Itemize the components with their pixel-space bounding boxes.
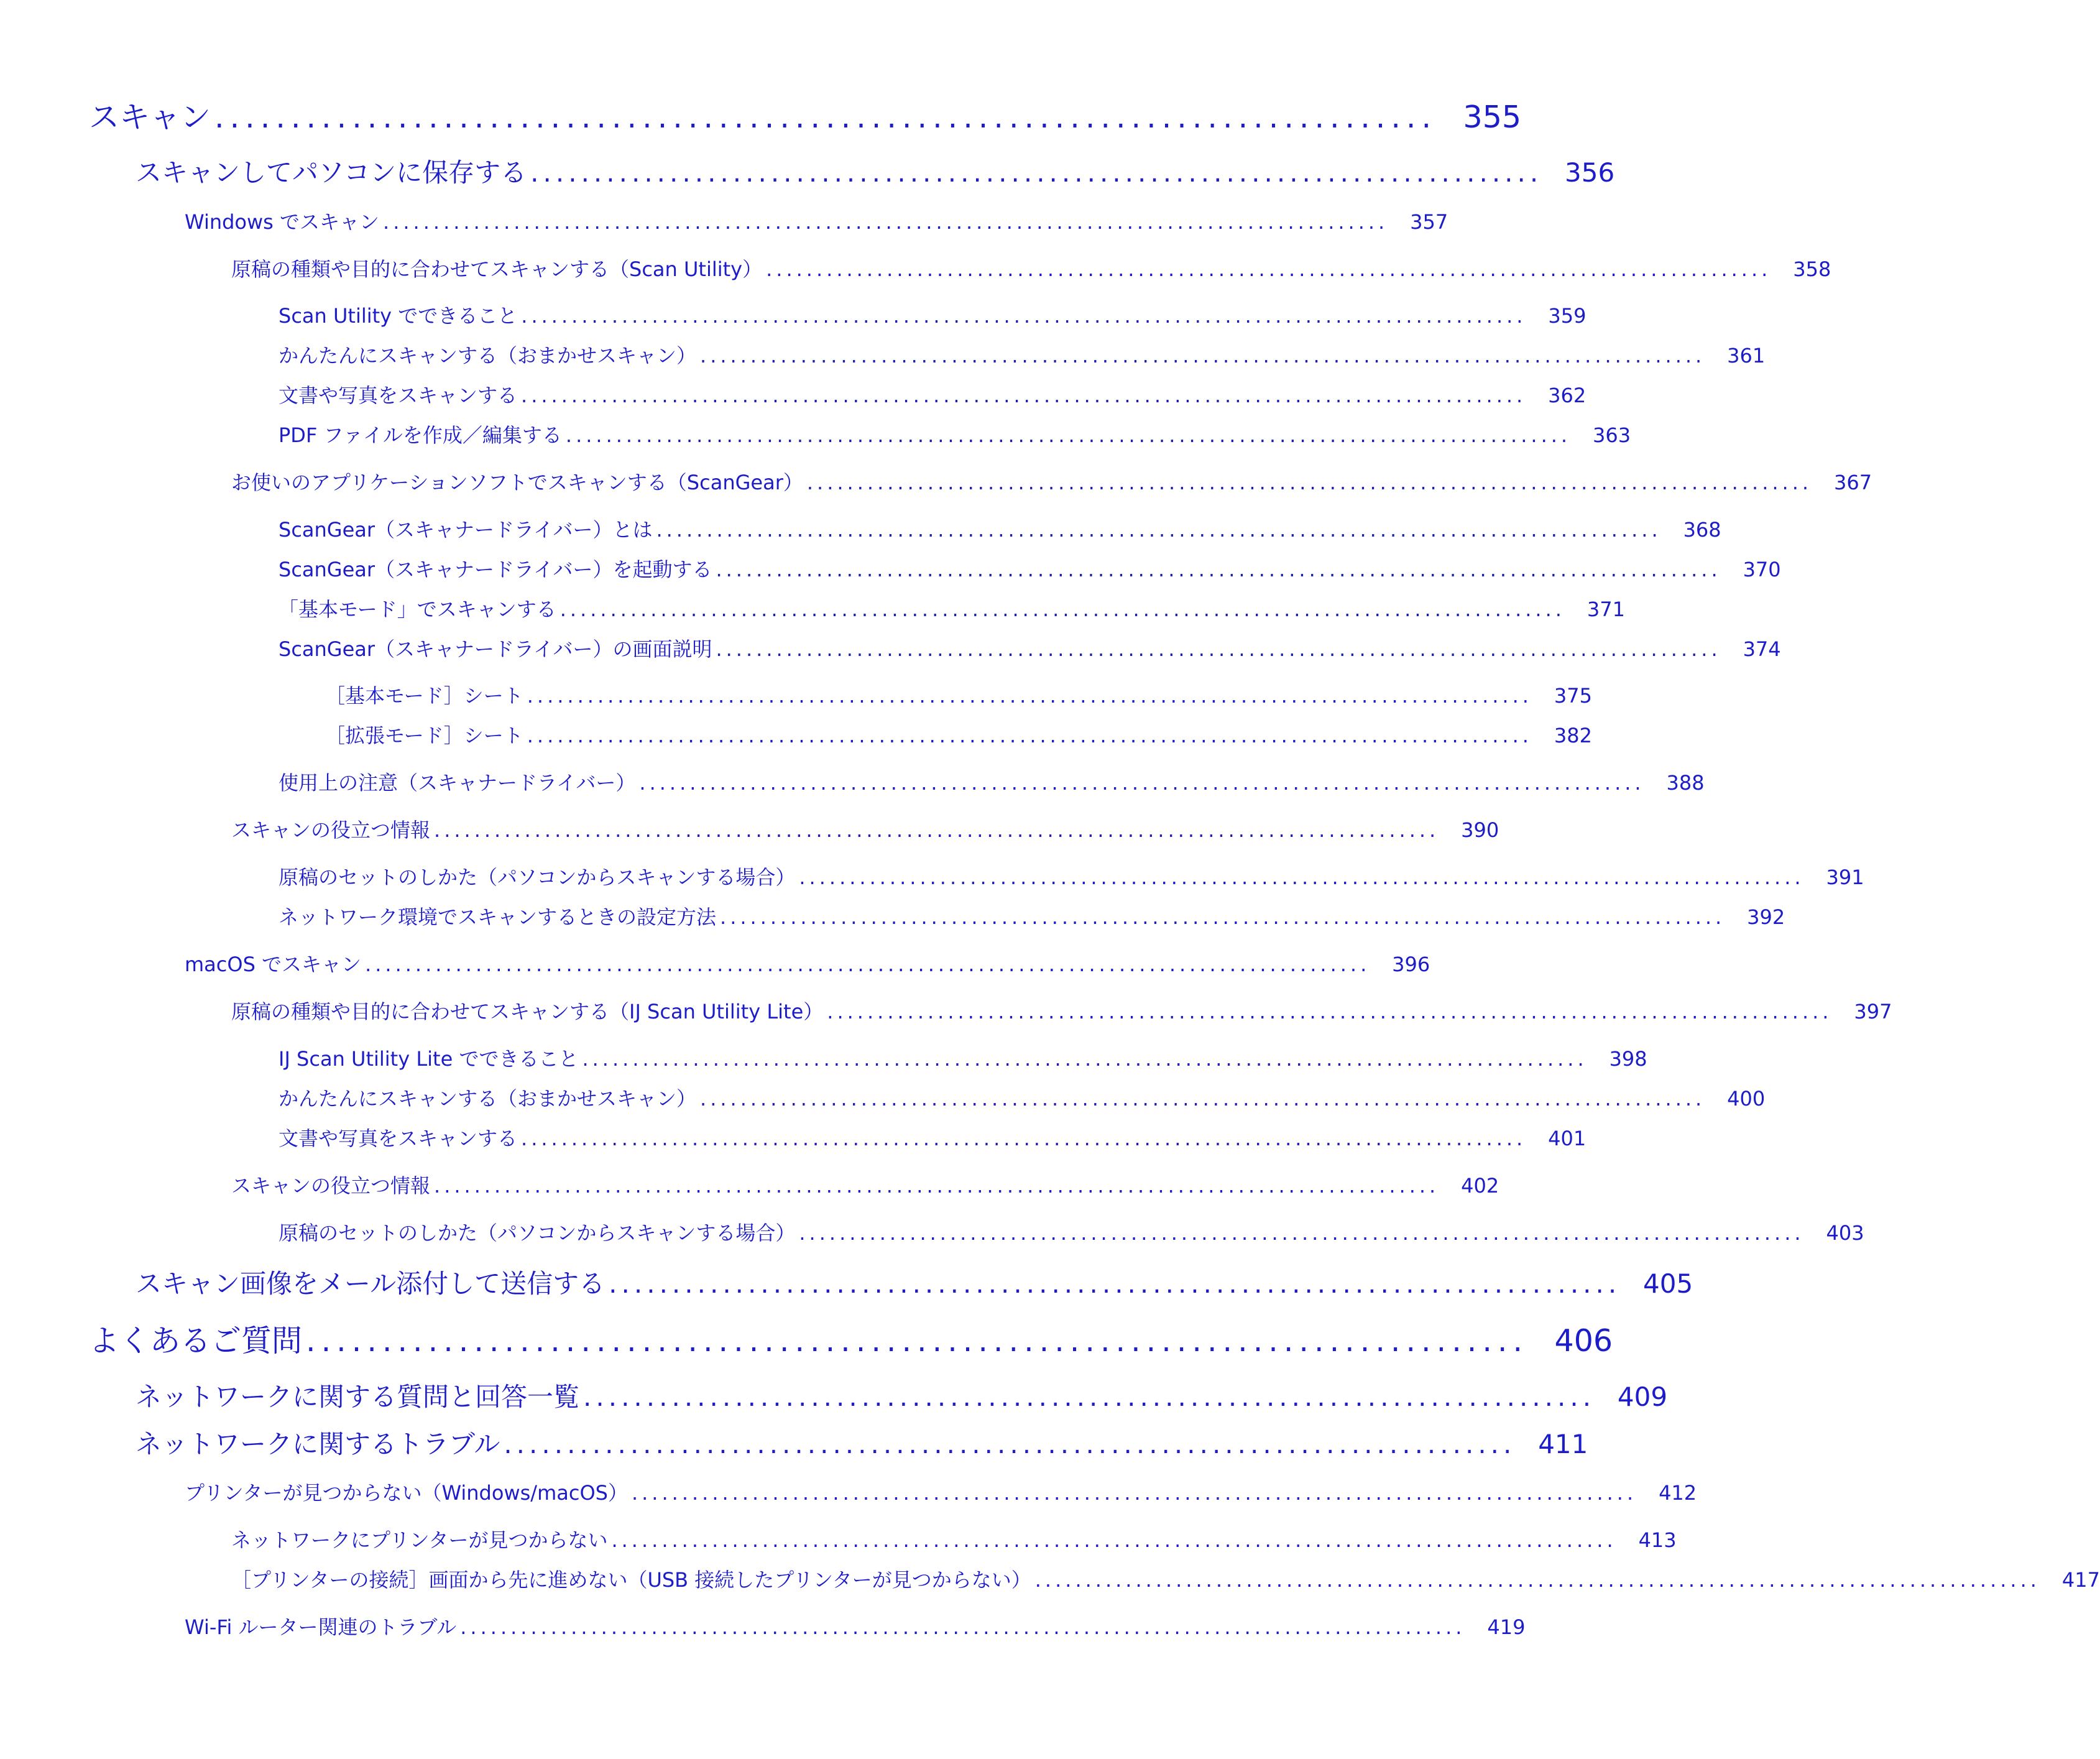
toc-entry[interactable] (279, 1217, 1864, 1246)
dot-leader: .................................................................................................... (700, 344, 1706, 367)
toc-entry[interactable] (185, 206, 1448, 235)
toc-entry-title: スキャンしてパソコンに保存する (136, 157, 527, 188)
toc-page-number: 371 (1587, 598, 1625, 621)
toc-entry-title: よくあるご質問 (89, 1323, 303, 1359)
toc-entry-title: ScanGear（スキャナードライバー）を起動する (279, 558, 712, 581)
dot-leader: .................................................................................................... (716, 558, 1721, 581)
toc-entry-title: 原稿のセットのしかた（パソコンからスキャンする場合） (279, 1221, 796, 1245)
toc-page-number: 363 (1593, 423, 1631, 447)
toc-page-number: 355 (1463, 99, 1522, 135)
dot-leader: ................................................................................ (504, 1429, 1516, 1459)
toc-entry[interactable] (279, 902, 1785, 930)
toc-entry-title: ScanGear（スキャナードライバー）の画面説明 (279, 637, 712, 661)
dot-leader: .................................................................................................... (527, 724, 1532, 747)
toc-page-number: 362 (1548, 384, 1587, 407)
toc-entry[interactable] (231, 254, 1831, 282)
dot-leader: .................................................................................................... (521, 384, 1527, 407)
toc-entry[interactable] (231, 996, 1892, 1025)
toc-entry[interactable] (136, 1263, 1693, 1301)
toc-page-number: 403 (1826, 1221, 1864, 1245)
toc-entry-title: ネットワーク環境でスキャンするときの設定方法 (279, 905, 717, 929)
toc-entry[interactable] (185, 1477, 1697, 1506)
toc-page-number: 401 (1548, 1127, 1587, 1150)
toc-entry[interactable] (136, 1424, 1588, 1461)
toc-entry-title: スキャンの役立つ情報 (231, 1174, 431, 1198)
toc-entry[interactable] (325, 720, 1592, 749)
toc-entry-title: 使用上の注意（スキャナードライバー） (279, 771, 636, 795)
toc-page-number: 392 (1747, 905, 1785, 929)
toc-page-number: 409 (1617, 1382, 1668, 1412)
toc-entry-title: ［プリンターの接続］画面から先に進めない（USB 接続したプリンターが見つからない） (231, 1568, 1031, 1592)
toc-entry-title: かんたんにスキャンする（おまかせスキャン） (279, 344, 697, 367)
dot-leader: ................................................................................ (583, 1382, 1596, 1412)
toc-entry[interactable] (231, 1564, 2100, 1593)
toc-entry-title: スキャンの役立つ情報 (231, 818, 431, 842)
toc-entry-title: スキャン (89, 99, 211, 135)
dot-leader: .................................................................................................... (521, 1127, 1527, 1150)
dot-leader: .................................................................................................... (827, 1000, 1833, 1023)
toc-entry-title: Wi-Fi ルーター関連のトラブル (185, 1615, 457, 1639)
toc-page-number: 382 (1554, 724, 1592, 747)
toc-entry[interactable] (89, 1317, 1613, 1360)
toc-page-number: 361 (1727, 344, 1766, 367)
toc-entry[interactable] (279, 634, 1781, 662)
dot-leader: .................................................................................................... (639, 771, 1645, 795)
toc-entry-title: 原稿の種類や目的に合わせてスキャンする（Scan Utility） (231, 257, 763, 281)
toc-page-number: 398 (1609, 1047, 1647, 1071)
dot-leader: .................................................................................................... (799, 1221, 1805, 1245)
toc-entry[interactable] (279, 380, 1587, 409)
dot-leader: .................................................................................................... (611, 1528, 1617, 1552)
dot-leader: .................................................................................................... (656, 518, 1662, 542)
toc-page-number: 375 (1554, 684, 1592, 708)
toc-entry[interactable] (231, 815, 1499, 843)
dot-leader: .................................................................................................... (383, 210, 1389, 234)
toc-page-number: 405 (1643, 1268, 1693, 1299)
toc-entry[interactable] (231, 1170, 1499, 1199)
toc-page-number: 411 (1538, 1429, 1588, 1459)
toc-entry[interactable] (279, 862, 1864, 890)
toc-page-number: 417 (2061, 1568, 2100, 1592)
dot-leader: .................................................................................................... (799, 866, 1805, 889)
toc-page-number: 358 (1793, 257, 1831, 281)
toc-entry[interactable] (279, 300, 1587, 329)
dot-leader: ................................................................................ (609, 1268, 1621, 1299)
toc-entry-title: ネットワークに関するトラブル (136, 1429, 500, 1459)
dot-leader: .................................................................................................... (582, 1047, 1588, 1071)
toc-entry-title: PDF ファイルを作成／編集する (279, 423, 562, 447)
dot-leader: .................................................................................................... (521, 304, 1527, 328)
toc-entry[interactable] (325, 680, 1592, 709)
toc-entry[interactable] (279, 514, 1721, 543)
toc-entry[interactable] (136, 152, 1615, 190)
dot-leader: ................................................................................ (214, 99, 1437, 135)
toc-page-number: 412 (1659, 1481, 1697, 1505)
toc-page-number: 388 (1666, 771, 1705, 795)
toc-page-number: 370 (1743, 558, 1781, 581)
toc-entry[interactable] (185, 1612, 1526, 1640)
toc-page-number: 413 (1638, 1528, 1677, 1552)
toc-entry-title: ネットワークにプリンターが見つからない (231, 1528, 608, 1552)
toc-entry[interactable] (279, 554, 1781, 583)
dot-leader: .................................................................................................... (806, 471, 1813, 494)
toc-page-number: 419 (1487, 1615, 1526, 1639)
toc-page-number: 368 (1683, 518, 1721, 542)
dot-leader: .................................................................................................... (1034, 1568, 2040, 1592)
dot-leader: .................................................................................................... (700, 1087, 1706, 1110)
toc-entry[interactable] (279, 767, 1705, 796)
toc-page-number: 397 (1854, 1000, 1892, 1023)
toc-entry[interactable] (136, 1377, 1668, 1414)
toc-entry[interactable] (279, 1083, 1766, 1112)
dot-leader: .................................................................................................... (434, 818, 1440, 842)
toc-entry[interactable] (279, 1043, 1647, 1072)
toc-entry[interactable] (279, 1123, 1587, 1152)
toc-entry[interactable] (231, 467, 1872, 496)
toc-page-number: 400 (1727, 1087, 1766, 1110)
toc-entry[interactable] (279, 340, 1766, 369)
toc-page-number: 396 (1392, 953, 1430, 976)
dot-leader: ................................................................................ (306, 1323, 1529, 1359)
dot-leader: .................................................................................................... (720, 905, 1726, 929)
toc-page-number: 374 (1743, 637, 1781, 661)
toc-entry-title: ネットワークに関する質問と回答一覧 (136, 1382, 580, 1412)
toc-page-number: 356 (1565, 157, 1615, 188)
toc-page-number: 402 (1461, 1174, 1499, 1198)
toc-entry-title: 「基本モード」でスキャンする (279, 598, 556, 621)
toc-page-number: 367 (1833, 471, 1872, 494)
dot-leader: .................................................................................................... (766, 257, 1772, 281)
toc-entry-title: かんたんにスキャンする（おまかせスキャン） (279, 1087, 697, 1110)
toc-entry-title: ScanGear（スキャナードライバー）とは (279, 518, 653, 542)
toc-entry-title: プリンターが見つからない（Windows/macOS） (185, 1481, 628, 1505)
toc-entry-title: 原稿のセットのしかた（パソコンからスキャンする場合） (279, 866, 796, 889)
toc-entry-title: スキャン画像をメール添付して送信する (136, 1268, 606, 1299)
toc-entry-title: Windows でスキャン (185, 210, 380, 234)
dot-leader: .................................................................................................... (460, 1615, 1466, 1639)
dot-leader: .................................................................................................... (560, 598, 1565, 621)
dot-leader: .................................................................................................... (565, 423, 1572, 447)
toc-entry-title: 原稿の種類や目的に合わせてスキャンする（IJ Scan Utility Lite） (231, 1000, 824, 1023)
toc-entry[interactable] (89, 93, 1522, 137)
toc-entry[interactable] (185, 949, 1430, 977)
toc-entry[interactable] (279, 594, 1625, 622)
dot-leader: .................................................................................................... (434, 1174, 1440, 1198)
toc-page-number: 391 (1826, 866, 1864, 889)
toc-page-number: 359 (1548, 304, 1587, 328)
dot-leader: .................................................................................................... (527, 684, 1532, 708)
toc-entry-title: IJ Scan Utility Lite でできること (279, 1047, 579, 1071)
toc-page-number: 357 (1410, 210, 1448, 234)
toc-entry-title: 文書や写真をスキャンする (279, 1127, 518, 1150)
toc-entry[interactable] (231, 1525, 1677, 1553)
toc-entry-title: お使いのアプリケーションソフトでスキャンする（ScanGear） (231, 471, 803, 494)
toc-page-number: 406 (1554, 1323, 1613, 1359)
dot-leader: .................................................................................................... (365, 953, 1371, 976)
toc-entry-title: ［基本モード］シート (325, 684, 523, 708)
toc-entry-title: macOS でスキャン (185, 953, 362, 976)
toc-entry-title: ［拡張モード］シート (325, 724, 523, 747)
dot-leader: ................................................................................ (530, 157, 1543, 188)
dot-leader: .................................................................................................... (716, 637, 1721, 661)
toc-page-number: 390 (1461, 818, 1499, 842)
toc-entry-title: Scan Utility でできること (279, 304, 518, 328)
dot-leader: .................................................................................................... (631, 1481, 1637, 1505)
toc-entry-title: 文書や写真をスキャンする (279, 384, 518, 407)
toc-entry[interactable] (279, 420, 1631, 448)
